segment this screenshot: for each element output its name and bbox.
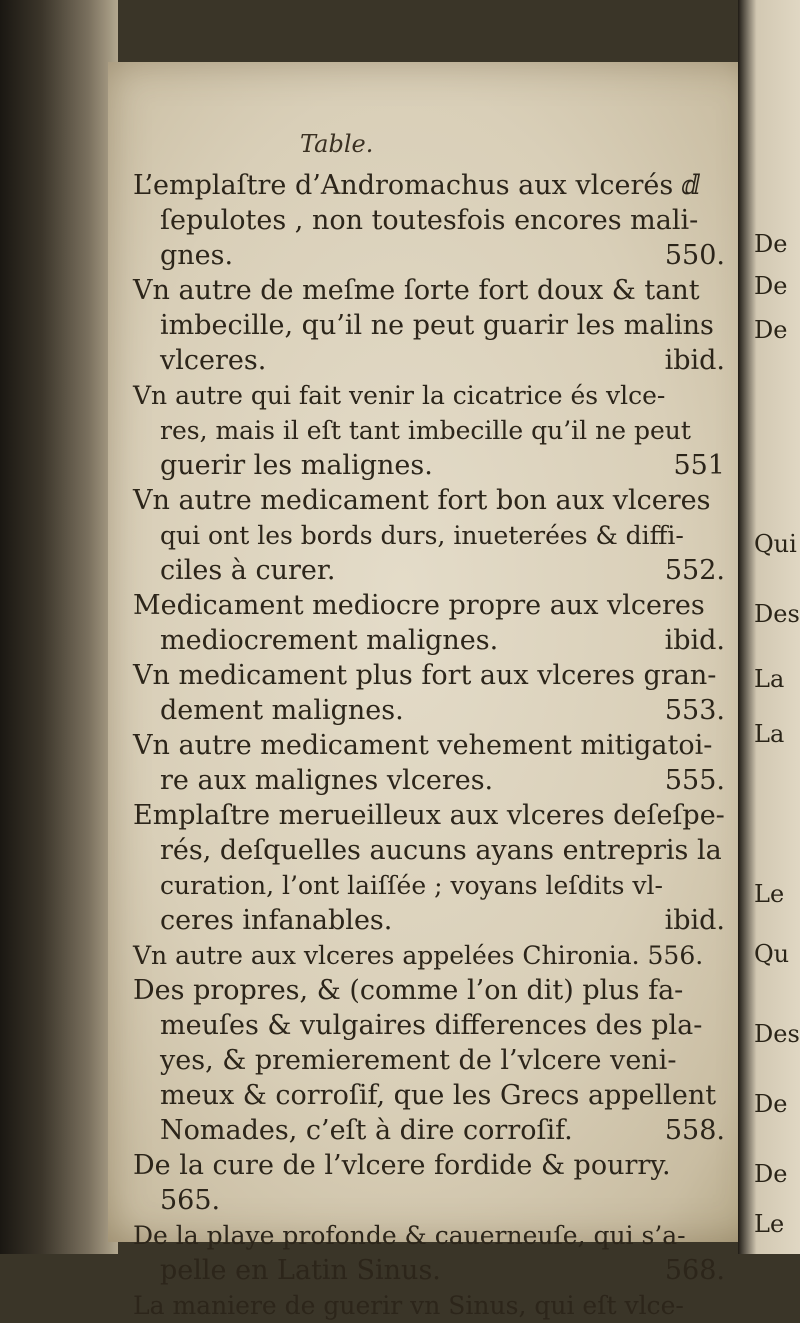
toc-entry-text: La maniere de guerir vn Sinus, qui eſt vlce- xyxy=(133,1291,684,1320)
toc-entry-line xyxy=(133,483,733,518)
toc-entry-line xyxy=(133,1078,733,1113)
toc-entry-text: qui ont les bords durs, inueterées & diffi- xyxy=(160,521,684,550)
toc-entry-line xyxy=(133,203,733,238)
toc-entry-line xyxy=(133,693,733,728)
toc-entry-line xyxy=(133,588,733,623)
toc-page-number: ibid. xyxy=(664,345,725,376)
toc-entry-text: ceres infanables. xyxy=(160,905,393,936)
facing-fragment: De xyxy=(754,1090,788,1118)
toc-entry-line xyxy=(133,168,733,203)
toc-entry-line xyxy=(133,553,733,588)
facing-fragment: Qui xyxy=(754,530,797,558)
toc-entry-line xyxy=(133,728,733,763)
toc-entry-text: Medicament mediocre propre aux vlceres xyxy=(133,590,705,621)
facing-fragment: De xyxy=(754,272,788,300)
toc-entry-text: mediocrement malignes. xyxy=(160,625,499,656)
facing-fragment: La xyxy=(754,665,785,693)
toc-entry-line xyxy=(133,1183,733,1218)
toc-entry-text: dement malignes. xyxy=(160,695,404,726)
toc-page-number: ibid. xyxy=(664,625,725,656)
toc-entry-text: Emplaſtre merueilleux aux vlceres deſeſpe- xyxy=(133,800,725,831)
toc-entry-text: Nomades, c’eſt à dire corroſif. xyxy=(160,1115,573,1146)
toc-entry-line xyxy=(133,623,733,658)
toc-entry-line xyxy=(133,1253,733,1288)
facing-fragment: De xyxy=(754,1160,788,1188)
toc-entry-line xyxy=(133,763,733,798)
toc-entry-text: imbecille, qu’il ne peut guarir les malins xyxy=(160,310,714,341)
toc-entry-text: meux & corroſif, que les Grecs appellent xyxy=(160,1080,717,1111)
toc-page-number: 555. xyxy=(664,765,725,796)
toc-entry-text: vlceres. xyxy=(160,345,267,376)
facing-fragment: La xyxy=(754,720,785,748)
toc-entry-line xyxy=(133,238,733,273)
facing-fragment: Le xyxy=(754,1210,785,1238)
facing-fragment: Des xyxy=(754,1020,800,1048)
toc-entry-line xyxy=(133,308,733,343)
facing-fragment: De xyxy=(754,230,788,258)
toc-page-number: 551 xyxy=(673,450,725,481)
toc-entry-line xyxy=(133,448,733,483)
facing-fragment: Qu xyxy=(754,940,790,968)
toc-entry-line xyxy=(133,1043,733,1078)
facing-page-edge xyxy=(738,0,800,1254)
toc-entry-line xyxy=(133,938,733,973)
toc-entry-text: rés, deſquelles aucuns ayans entrepris la xyxy=(160,835,722,866)
toc-entry-text: curation, l’ont laiſſée ; voyans leſdits vl- xyxy=(160,871,663,900)
toc-entry-text: Vn autre medicament fort bon aux vlceres xyxy=(133,485,711,516)
toc-entry-text: Vn medicament plus fort aux vlceres gran- xyxy=(133,660,717,691)
toc-entry-text: guerir les malignes. xyxy=(160,450,433,481)
toc-entry-line xyxy=(133,1218,733,1253)
toc-page-number: 550. xyxy=(664,240,725,271)
toc-entry-line xyxy=(133,903,733,938)
toc-entry-text: L’emplaſtre d’Andromachus aux vlcerés ⅆ xyxy=(133,170,701,201)
toc-entry-text: Des propres, & (comme l’on dit) plus fa- xyxy=(133,975,684,1006)
toc-page-number: 552. xyxy=(664,555,725,586)
toc-entry-text: ciles à curer. xyxy=(160,555,336,586)
toc-page-number: ibid. xyxy=(664,905,725,936)
toc-entry-text: res, mais il eſt tant imbecille qu’il ne peut xyxy=(160,416,691,445)
facing-fragment: De xyxy=(754,316,788,344)
toc-entry-line xyxy=(133,518,733,553)
toc-entry-text: pelle en Latin Sinus. xyxy=(160,1255,441,1286)
book-gutter-left xyxy=(0,0,118,1254)
facing-fragment: Des xyxy=(754,600,800,628)
toc-entry-text: De la cure de l’vlcere fordide & pourry. xyxy=(133,1150,671,1181)
toc-entry-line xyxy=(133,1148,733,1183)
toc-entry-line xyxy=(133,833,733,868)
toc-entry-text: Vn autre de meſme ſorte fort doux & tant xyxy=(133,275,700,306)
toc-entry-text: Vn autre qui fait venir la cicatrice és vlce- xyxy=(133,381,666,410)
toc-page-number: 553. xyxy=(664,695,725,726)
toc-entry-line xyxy=(133,1008,733,1043)
toc-entry-line xyxy=(133,1113,733,1148)
table-of-contents xyxy=(133,168,733,1323)
facing-fragment: Le xyxy=(754,880,785,908)
toc-entry-text: gnes. xyxy=(160,240,234,271)
toc-entry-text: meuſes & vulgaires differences des pla- xyxy=(160,1010,703,1041)
toc-entry-text: Vn autre medicament vehement mitigatoi- xyxy=(133,730,713,761)
toc-entry-line xyxy=(133,1288,733,1323)
toc-entry-text: ſepulotes , non toutesfois encores mali- xyxy=(160,205,699,236)
toc-entry-line xyxy=(133,343,733,378)
toc-entry-line xyxy=(133,798,733,833)
toc-entry-line xyxy=(133,868,733,903)
toc-entry-line xyxy=(133,273,733,308)
toc-entry-line xyxy=(133,973,733,1008)
toc-page-number: 558. xyxy=(664,1115,725,1146)
toc-entry-text: re aux malignes vlceres. xyxy=(160,765,494,796)
toc-entry-text: De la playe profonde & cauerneuſe, qui s’a- xyxy=(133,1221,686,1250)
toc-page-number: 568. xyxy=(664,1255,725,1286)
toc-entry-text: Vn autre aux vlceres appelées Chironia. 556. xyxy=(133,941,704,970)
toc-entry-text: yes, & premierement de l’vlcere veni- xyxy=(160,1045,677,1076)
running-head: Table. xyxy=(300,130,374,158)
toc-entry-text: 565. xyxy=(160,1185,221,1216)
toc-entry-line xyxy=(133,658,733,693)
toc-entry-line xyxy=(133,378,733,413)
toc-entry-line xyxy=(133,413,733,448)
